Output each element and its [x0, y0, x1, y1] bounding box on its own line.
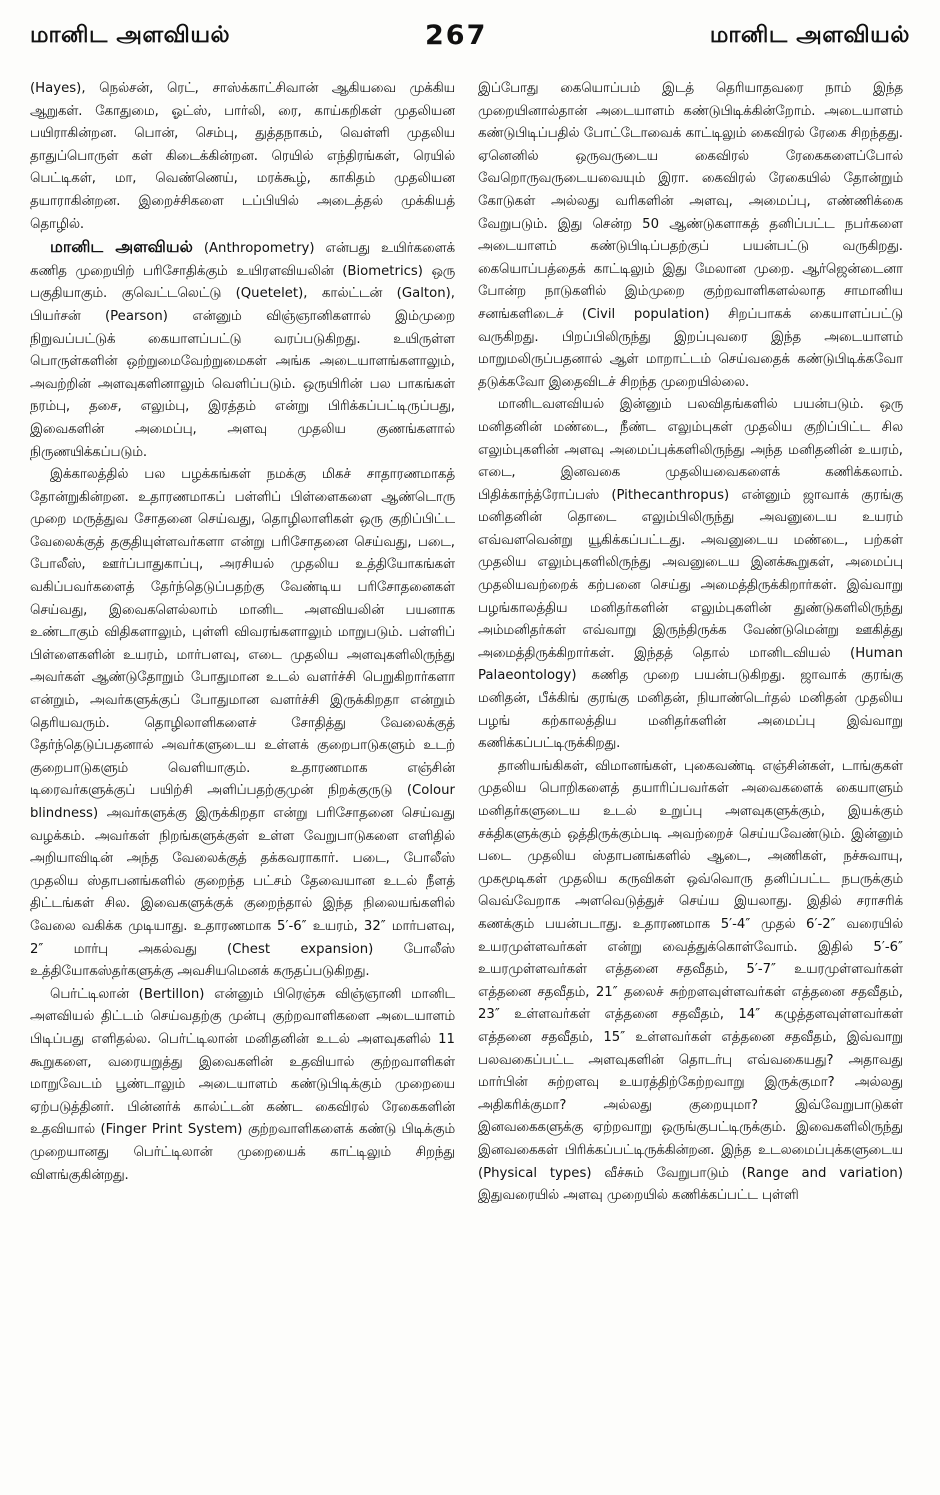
running-header-left: மானிட அளவியல் — [30, 22, 231, 48]
paragraph-anthropometry — [30, 236, 455, 464]
left-column — [30, 78, 455, 1478]
paragraph-applications: இக்காலத்தில் பல பழக்கங்கள் நமக்கு மிகச் சாதாரணமாகத் தோன்றுகின்றன. உதாரணமாகப் பள்ளிப் பிள்ளைகளை ஆண்டொரு முறை மருத்துவ சோதனை செய்வது, தொழிலாளிகள் ஒரு குறிப்பிட்ட வேலைக்குத் தகுதியுள்ளவர்களா என்று பரிசோதனை செய்வது, படை, போலீஸ், ஊர்ப்பாதுகாப்பு, அரசியல் முதலிய உத்தியோகங்கள் வகிப்பவர்களைத் தேர்ந்தெடுப்பதற்கு வேண்டிய பரிசோதனைகள் செய்வது, இவைகளெல்லாம் மானிட அளவியலின் பயனாக உண்டாகும் விதிகளாலும், புள்ளி விவரங்களாலும் மாறுபடும். பள்ளிப் பிள்ளைகளின் உயரம், மார்பளவு, எடை முதலிய அளவுகளிலிருந்து அவர்கள் ஆண்டுதோறும் போதுமான உடல் வளர்ச்சி பெறுகிறார்களா என்றும், அவர்களுக்குப் போதுமான வளர்ச்சி இருக்கிறதா என்றும் தெரியவரும். தொழிலாளிகளைச் சோதித்து வேலைக்குத் தேர்ந்தெடுப்பதனால் அவர்களுடைய உள்ளக் குறைபாடுகளும் உடற் குறைபாடுகளும் வெளியாகும். உதாரணமாக எஞ்சின் டிரைவர்களுக்குப் பயிற்சி அளிப்பதற்குமுன் நிறக்குருடு (Colour blindness) அவர்களுக்கு இருக்கிறதா என்று பரிசோதனை செய்வது வழக்கம். அவர்கள் நிறங்களுக்குள் உள்ள வேறுபாடுகளை எளிதில் அறியாவிடின் அந்த வேலைக்குத் தக்கவராகார். படை, போலீஸ் முதலிய ஸ்தாபனங்களில் குறைந்த பட்சம் தேவையான உடல் நீளத் திட்டங்கள் சில. இவைகளுக்குக் குறைந்தால் இந்த நிலையங்களில் வேலை வகிக்க முடியாது. உதாரணமாக 5′-6″ உயரம், 32″ மார்பளவு, 2″ மார்பு அகல்வது (Chest expansion) போலீஸ் உத்தியோகஸ்தர்களுக்கு அவசியமெனக் கருதப்படுகிறது. — [30, 467, 455, 980]
paragraph-palaeontology: மானிடவளவியல் இன்னும் பலவிதங்களில் பயன்படும். ஒரு மனிதனின் மண்டை, நீண்ட எலும்புகள் முதலிய குறிப்பிட்ட சில எலும்புகளின் அளவு அமைப்புக்களிலிருந்து அந்த மனிதனின் உயரம், எடை, இனவகை முதலியவைகளைக் கணிக்கலாம். பிதிக்காந்த்ரோப்பஸ் (Pithecanthropus) என்னும் ஜாவாக் குரங்கு மனிதனின் தொடை எலும்பிலிருந்து அவனுடைய உயரம் எவ்வளவென்று யூகிக்கப்பட்டது. அவனுடைய மண்டை, பற்கள் முதலிய எலும்புகளிலிருந்து அவனுடைய இனக்கூறுகள், அமைப்பு முதலியவற்றைக் கற்பனை செய்து அமைத்திருக்கிறார்கள். இவ்வாறு பழங்காலத்திய மனிதர்களின் எலும்புகளின் துண்டுகளிலிருந்து அம்மனிதர்கள் எவ்வாறு இருந்திருக்க வேண்டுமென்று ஊகித்து அமைத்திருக்கிறார்கள். இந்தத் தொல் மானிடவியல் (Human Palaeontology) கணித முறை பயன்படுகிறது. ஜாவாக் குரங்கு மனிதன், பீக்கிங் குரங்கு மனிதன், நியாண்டெர்தல் மனிதன் முதலிய பழங் கற்காலத்திய மனிதர்களின் அமைப்பு இவ்வாறு கணிக்கப்பட்டிருக்கிறது. — [478, 397, 903, 752]
paragraph-hayes: (Hayes), நெல்சன், ரெட், சாஸ்க்காட்சிவான் ஆகியவை முக்கிய ஆறுகள். கோதுமை, ஓட்ஸ், பார்லி, ரை, காய்கறிகள் முதலியன பயிராகின்றன. பொன், செம்பு, துத்தநாகம், வெள்ளி முதலிய தாதுப்பொருள் கள் கிடைக்கின்றன. ரெயில் எந்திரங்கள், ரெயில் பெட்டிகள், மா, வெண்ணெய், மரக்கூழ், காகிதம் முதலியன தயாராகின்றன. இறைச்சிகளை டப்பியில் அடைத்தல் முக்கியத் தொழில். — [30, 81, 455, 232]
page-number: 267 — [425, 20, 488, 51]
right-column — [478, 78, 903, 1478]
paragraph-bertillon: பெர்ட்டிலான் (Bertillon) என்னும் பிரெஞ்சு விஞ்ஞானி மானிட அளவியல் திட்டம் செய்வதற்கு முன்பு குற்றவாளிகளை அடையாளம் பிடிப்பது எளிதல்ல. பெர்ட்டிலான் மனிதனின் உடல் அளவுகளில் 11 கூறுகளை, வரையறுத்து இவைகளின் உதவியால் குற்றவாளிகள் மாறுவேடம் பூண்டாலும் அடையாளம் கண்டுபிடிக்கும் முறையை ஏற்படுத்தினர். பின்னர்க் கால்ட்டன் கண்ட கைவிரல் ரேகைகளின் உதவியால் (Finger Print System) குற்றவாளிகளைக் கண்டு பிடிக்கும் முறையானது பெர்ட்டிலான் முறையைக் காட்டிலும் சிறந்து விளங்குகின்றது. — [30, 986, 455, 1183]
entry-heading: மானிட அளவியல் — [50, 237, 193, 257]
entry-definition: (Anthropometry) என்பது உயிர்களைக் கணித முறையிற் பரிசோதிக்கும் உயிரளவியலின் (Biometrics) ஒரு பகுதியாகும். குவெட்டலெட்டு (Quetelet), கால்ட்டன் (Galton), பியர்சன் (Pearson) என்னும் விஞ்ஞானிகளால் இம்முறை நிறுவப்பட்டுக் கையாளப்பட்டு வரப்படுகிறது. உயிருள்ள பொருள்களின் ஒற்றுமைவேற்றுமைகள் அங்க அடையாளங்களாலும், அவற்றின் அளவுகளினாலும் வெளிப்படும். ஒருயிரின் பல பாகங்கள் நரம்பு, தசை, எலும்பு, இரத்தம் என்று பிரிக்கப்பட்டிருப்பது, இவைகளின் அமைப்பு, அளவு முதலிய குணங்களால் நிருணயிக்கப்படும். — [30, 241, 455, 460]
paragraph-fingerprint: இப்போது கையொப்பம் இடத் தெரியாதவரை நாம் இந்த முறையினால்தான் அடையாளம் கண்டுபிடிக்கின்றோம். அடையாளம் கண்டுபிடிப்பதில் போட்டோவைக் காட்டிலும் கைவிரல் ரேகை சிறந்தது. ஏனெனில் ஒருவருடைய கைவிரல் ரேகைகளைப்போல் வேறொருவருடையவையும் இரா. கைவிரல் ரேகையில் தோன்றும் கோடுகள் அல்லது வரிகளின் அளவு, அமைப்பு, எண்ணிக்கை வேறுபடும். இது சென்ற 50 ஆண்டுகளாகத் தனிப்பட்ட நபர்களை அடையாளம் கண்டுபிடிப்பதற்குப் பயன்பட்டு வருகிறது. கையொப்பத்தைக் காட்டிலும் இது மேலான முறை. ஆர்ஜென்டைனா போன்ற நாடுகளில் இம்முறை குற்றவாளிகளல்லாத சாமானிய சனங்களிடைச் (Civil population) சிறப்பாகக் கையாளப்பட்டு வருகிறது. பிறப்பிலிருந்து இறப்புவரை இந்த அடையாளம் மாறுமலிருப்பதனால் ஆள் மாறாட்டம் செய்வதைக் கண்டுபிடிக்கவோ தடுக்கவோ இதைவிடச் சிறந்த முறையில்லை. — [478, 81, 903, 390]
running-header-right: மானிட அளவியல் — [709, 22, 910, 48]
paragraph-machines: தானியங்கிகள், விமானங்கள், புகைவண்டி எஞ்சின்கள், டாங்குகள் முதலிய பொறிகளைத் தயாரிப்பவர்கள் அவைகளைக் கையாளும் மனிதர்களுடைய உடல் உறுப்பு அளவுகளுக்கும், இயக்கும் சக்திகளுக்கும் ஒத்திருக்கும்படி அவற்றைச் செய்யவேண்டும். இன்னும் படை முதலிய ஸ்தாபனங்களில் ஆடை, அணிகள், நச்சுவாயு, முகமூடிகள் முதலிய கருவிகள் ஒவ்வொரு தனிப்பட்ட நபருக்கும் வெவ்வேறாக அளவெடுத்துச் செய்ய இயலாது. இதில் சராசரிக் கணக்கும் பயன்படாது. உதாரணமாக 5′-4″ முதல் 6′-2″ வரையில் உயரமுள்ளவர்கள் என்று வைத்துக்கொள்வோம். இதில் 5′-6″ உயரமுள்ளவர்கள் எத்தனை சதவீதம், 5′-7″ உயரமுள்ளவர்கள் எத்தனை சதவீதம், 21″ தலைச் சுற்றளவுள்ளவர்கள் எத்தனை சதவீதம், 23″ உள்ளவர்கள் எத்தனை சதவீதம், 14″ கழுத்தளவுள்ளவர்கள் எத்தனை சதவீதம், 15″ உள்ளவர்கள் எத்தனை சதவீதம், இவ்வாறு பலவகைப்பட்ட அளவுகளின் தொடர்பு எவ்வகையது? அதாவது மார்பின் சுற்றளவு உயரத்திற்கேற்றவாறு இருக்குமா? அல்லது அதிகரிக்குமா? அல்லது குறையுமா? இவ்வேறுபாடுகள் இனவகைகளுக்கு ஏற்றவாறு ஒருங்குபட்டிருக்கும். இவைகளிலிருந்து இனவகைகள் பிரிக்கப்பட்டிருக்கின்றன. இந்த உடலமைப்புக்களுடைய (Physical types) வீச்சும் வேறுபாடும் (Range and variation) இதுவரையில் அளவு முறையில் கணிக்கப்பட்ட புள்ளி — [478, 758, 903, 1204]
